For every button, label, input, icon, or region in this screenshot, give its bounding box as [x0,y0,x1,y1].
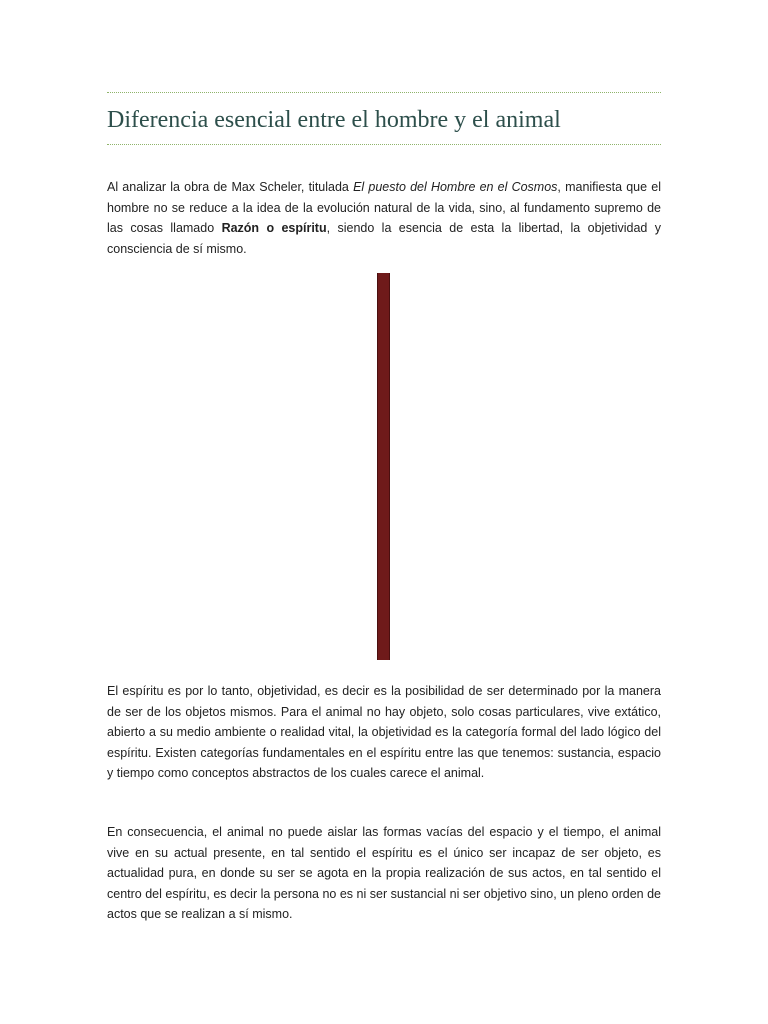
body-paragraph-3: En consecuencia, el animal no puede aislar las formas vacías del espacio y el tiempo, el animal vive en su actual presente, en tal sentido el espíritu es el único ser incapaz de ser objeto, es actualidad pura, en donde su ser se agota en la propia realización de sus actos, en tal sentido el centro del espíritu, es decir la persona no es ni ser sustancial ni ser objetivo sino, un pleno orden de actos que se realizan a sí mismo. [107,825,661,921]
embedded-image-bar [377,273,390,660]
intro-text-1: Al analizar la obra de Max Scheler, titulada [107,180,354,194]
intro-text-2: , manifiesta que el hombre no se reduce a la idea de la evolución natural de la vida, sino, al fundamento supremo de las cosas llamado [107,180,661,235]
document-page [107,0,661,1024]
book-title: El puesto del Hombre en el Cosmos [353,180,558,194]
key-concept: Razón o espíritu [221,221,327,235]
title-divider [107,144,661,145]
intro-paragraph [107,177,661,259]
body-paragraph-2: El espíritu es por lo tanto, objetividad, es decir es la posibilidad de ser determinado por la manera de ser de los objetos mismos. Para el animal no hay objeto, solo cosas particulares, vive extático, abierto a su medio ambiente o realidad vital, la objetividad es la categoría formal del lado lógico del espíritu. Existen categorías fundamentales en el espíritu entre las que tenemos: sustancia, espacio y tiempo como conceptos abstractos de los cuales carece el animal. [107,684,661,780]
page-title: Diferencia esencial entre el hombre y el animal [107,107,561,133]
intro-text-3: , siendo la esencia de esta la libertad, la objetividad y consciencia de sí mismo. [107,221,662,256]
top-divider [107,92,661,93]
